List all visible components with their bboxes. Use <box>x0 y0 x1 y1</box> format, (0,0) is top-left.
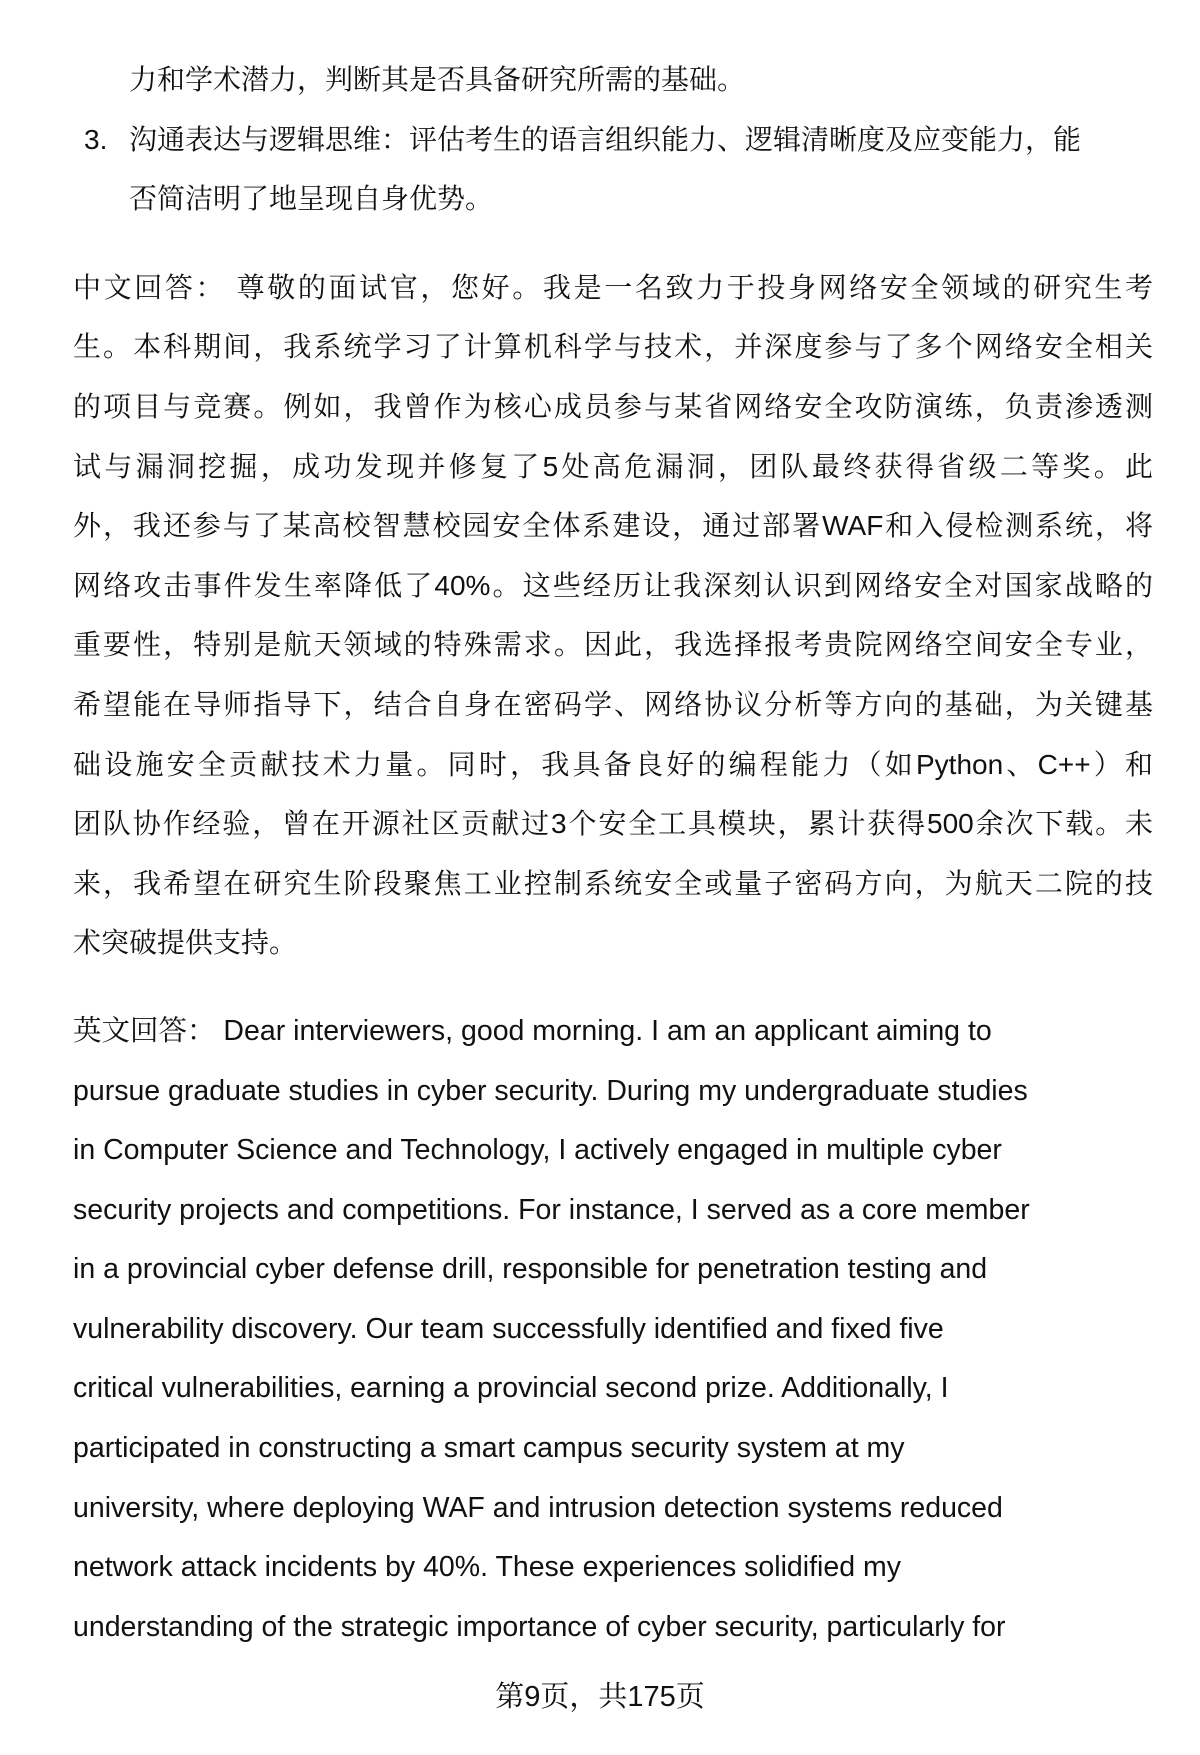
paragraph-line: security projects and competitions. For instance, I served as a core member <box>73 1193 1030 1226</box>
paragraph-line: 重要性，特别是航天领域的特殊需求。因此，我选择报考贵院网络空间安全专业， <box>73 629 1153 661</box>
list-number: 3. <box>84 123 108 155</box>
paragraph-line: participated in constructing a smart campus security system at my <box>73 1432 905 1465</box>
paragraph-line: pursue graduate studies in cyber security. During my undergraduate studies <box>73 1074 1028 1107</box>
page-indicator: 第9页，共175页 <box>495 1681 705 1713</box>
paragraph-line: vulnerability discovery. Our team successfully identified and fixed five <box>73 1312 944 1345</box>
list-continuation-line: 力和学术潜力，判断其是否具备研究所需的基础。 <box>129 64 746 95</box>
paragraph-line: 试与漏洞挖掘，成功发现并修复了5处高危漏洞，团队最终获得省级二等奖。此 <box>73 450 1153 482</box>
paragraph-line: 网络攻击事件发生率降低了40%。这些经历让我深刻认识到网络安全对国家战略的 <box>73 569 1153 601</box>
chinese-answer-paragraph <box>0 258 1200 973</box>
paragraph-line: in Computer Science and Technology, I actively engaged in multiple cyber <box>73 1134 1002 1167</box>
paragraph-line: 础设施安全贡献技术力量。同时，我具备良好的编程能力（如Python、C++）和 <box>73 748 1153 780</box>
paragraph-line: 希望能在导师指导下，结合自身在密码学、网络协议分析等方向的基础，为关键基 <box>73 688 1153 720</box>
document-page <box>0 50 1200 1657</box>
paragraph-line: 来，我希望在研究生阶段聚焦工业控制系统安全或量子密码方向，为航天二院的技 <box>73 867 1153 899</box>
list-item-3 <box>84 110 1200 170</box>
paragraph-line: 生。本科期间，我系统学习了计算机科学与技术，并深度参与了多个网络安全相关 <box>73 331 1153 363</box>
paragraph-line: 的项目与竞赛。例如，我曾作为核心成员参与某省网络安全攻防演练，负责渗透测 <box>73 390 1153 422</box>
english-answer-paragraph <box>0 1002 1200 1658</box>
paragraph-line: 英文回答： Dear interviewers, good morning. I am an applicant aiming to <box>73 1014 992 1047</box>
paragraph-line: network attack incidents by 40%. These experiences solidified my <box>73 1551 901 1584</box>
paragraph-line: in a provincial cyber defense drill, responsible for penetration testing and <box>73 1253 988 1286</box>
list-item-text: 否简洁明了地呈现自身优势。 <box>129 183 494 215</box>
list-item-text: 沟通表达与逻辑思维：评估考生的语言组织能力、逻辑清晰度及应变能力，能 <box>129 123 1082 155</box>
paragraph-line: 外，我还参与了某高校智慧校园安全体系建设，通过部署WAF和入侵检测系统，将 <box>73 510 1153 542</box>
paragraph-line: 术突破提供支持。 <box>73 927 298 959</box>
paragraph-line: critical vulnerabilities, earning a provincial second prize. Additionally, I <box>73 1372 949 1405</box>
paragraph-line: university, where deploying WAF and intrusion detection systems reduced <box>73 1491 1003 1524</box>
paragraph-line: 中文回答： 尊敬的面试官，您好。我是一名致力于投身网络安全领域的研究生考 <box>73 271 1153 303</box>
paragraph-line: understanding of the strategic importance of cyber security, particularly for <box>73 1610 1006 1643</box>
paragraph-line: 团队协作经验，曾在开源社区贡献过3个安全工具模块，累计获得500余次下载。未 <box>73 808 1153 840</box>
